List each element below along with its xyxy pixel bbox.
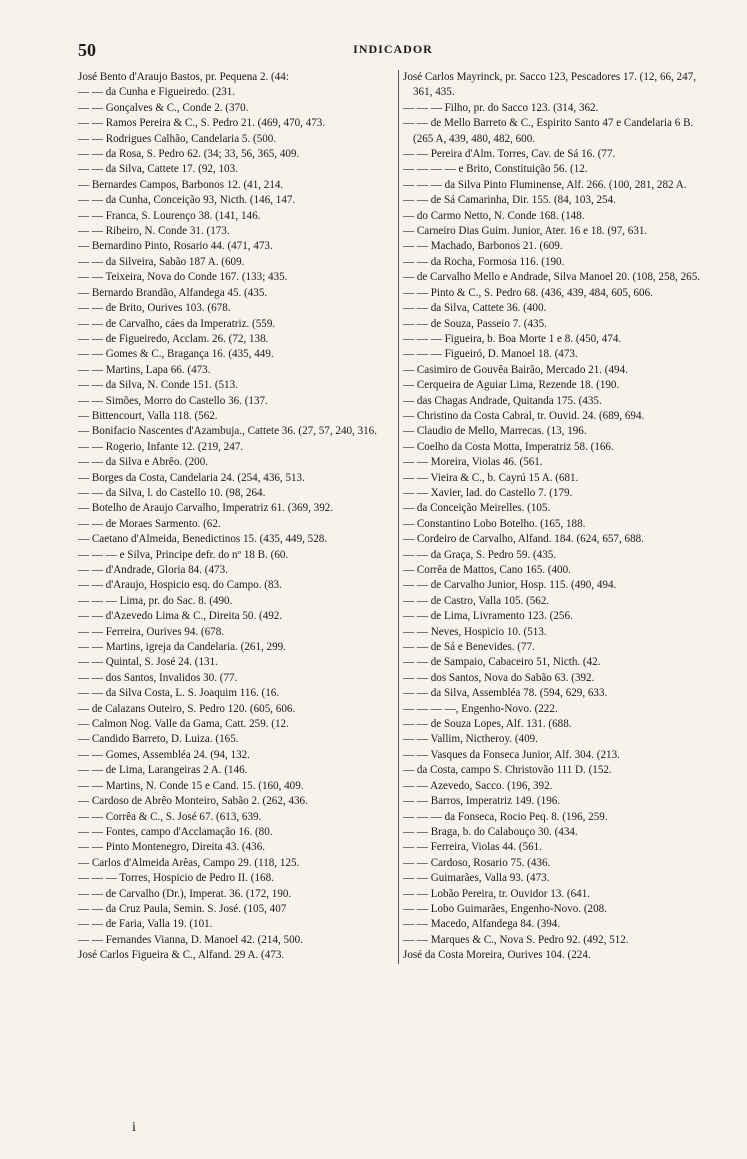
directory-entry: — da Conceição Meirelles. (105. [403, 502, 551, 515]
directory-entry: — — — Figueira, b. Boa Morte 1 e 8. (450, 474. [403, 332, 622, 345]
directory-entry: — Cardoso de Abrêo Monteiro, Sabão 2. (262, 436. [78, 795, 308, 808]
directory-entry: — — Teixeira, Nova do Conde 167. (133; 435. [78, 271, 288, 284]
directory-entry: — Constantino Lobo Botelho. (165, 188. [403, 517, 586, 530]
directory-entry: — — Martins, Lapa 66. (473. [78, 363, 211, 376]
directory-entry: — — da Silva, N. Conde 151. (513. [78, 379, 238, 392]
directory-entry: — — Moreira, Violas 46. (561. [403, 456, 543, 469]
directory-entry: — — de Sá Camarinha, Dir. 155. (84, 103, 254. [403, 194, 616, 207]
directory-entry: — Bernardino Pinto, Rosario 44. (471, 473. [78, 240, 273, 253]
directory-entry: — — da Silva, Cattete 17. (92, 103. [78, 163, 238, 176]
directory-entry: — da Costa, campo S. Christovão 111 D. (152. [403, 764, 612, 777]
directory-entry: — — Simões, Morro do Castello 36. (137. [78, 394, 268, 407]
directory-entry: — — da Cruz Paula, Semin. S. José. (105, 407 [78, 902, 287, 915]
directory-entry: — — de Brito, Ourives 103. (678. [78, 302, 231, 315]
directory-entry: — — de Lima, Larangeiras 2 A. (146. [78, 764, 248, 777]
directory-entry: — — Xavier, lad. do Castello 7. (179. [403, 486, 573, 499]
directory-entry: — Cerqueira de Aguiar Lima, Rezende 18. (190. [403, 379, 620, 392]
directory-entry: — Bonifacio Nascentes d'Azambuja., Cattete 36. (27, 57, 240, 316. [78, 425, 377, 438]
directory-entry: — — Barros, Imperatriz 149. (196. [403, 795, 561, 808]
directory-entry: — Carneiro Dias Guim. Junior, Ater. 16 e 18. (97, 631. [403, 225, 648, 238]
directory-entry: — — de Sá e Benevides. (77. [403, 641, 535, 654]
directory-entry: — — — Lima, pr. do Sac. 8. (490. [78, 594, 233, 607]
directory-entry: — — da Rocha, Formosa 116. (190. [403, 255, 565, 268]
directory-entry: — — de Faria, Valla 19. (101. [78, 918, 213, 931]
directory-entry: — — da Cunha e Figueiredo. (231. [78, 86, 236, 99]
directory-entry: — — dos Santos, Invalidos 30. (77. [78, 671, 238, 684]
directory-entry: — Casimiro de Gouvêa Bairão, Mercado 21. (494. [403, 363, 628, 376]
directory-entry: — — Pinto Montenegro, Direita 43. (436. [78, 841, 266, 854]
directory-entry: — — Gonçalves & C., Conde 2. (370. [78, 101, 249, 114]
directory-entry: — Calmon Nog. Valle da Gama, Catt. 259. (12. [78, 718, 289, 731]
directory-entry: — — — da Silva Pinto Fluminense, Alf. 266. (100, 281, 282 A. [403, 178, 687, 191]
directory-entry: — — — da Fonseca, Rocio Peq. 8. (196, 259. [403, 810, 608, 823]
directory-entry: — Corrêa de Mattos, Cano 165. (400. [403, 564, 571, 576]
directory-entry: — — Lobão Pereira, tr. Ouvidor 13. (641. [403, 887, 591, 900]
directory-entry: — — — Torres, Hospicio de Pedro II. (168. [78, 872, 274, 885]
directory-entry: — — Vallim, Nictheroy. (409. [403, 733, 538, 746]
directory-entry: — — de Figueiredo, Acclam. 26. (72, 138. [78, 332, 269, 345]
directory-entry: — — de Castro, Valla 105. (562. [403, 594, 550, 607]
directory-entry: — — da Silva e Abrêo. (200. [78, 456, 209, 469]
directory-entry: José Bento d'Araujo Bastos, pr. Pequena 2. (44: [78, 71, 289, 83]
directory-entry: — — Fontes, campo d'Acclamação 16. (80. [78, 825, 273, 838]
directory-entry: — Bittencourt, Valla 118. (562. [78, 409, 218, 422]
directory-entry: — — Vasques da Fonseca Junior, Alf. 304. (213. [403, 748, 620, 761]
directory-entry: — — Machado, Barbonos 21. (609. [403, 240, 563, 253]
directory-entry: — — Quintal, S. José 24. (131. [78, 656, 218, 669]
directory-entry: — — da Silva, Assembléa 78. (594, 629, 633. [403, 687, 608, 700]
directory-entry: — — da Silva, l. do Castello 10. (98, 264. [78, 486, 266, 499]
directory-entry: — — — Filho, pr. do Sacco 123. (314, 362. [403, 101, 599, 114]
directory-entry: — — Braga, b. do Calabouço 30. (434. [403, 825, 578, 838]
directory-entry: — do Carmo Netto, N. Conde 168. (148. [403, 209, 585, 222]
directory-entry: — — Ramos Pereira & C., S. Pedro 21. (469, 470, 473. [78, 117, 326, 130]
directory-entry: — Christino da Costa Cabral, tr. Ouvid. 24. (689, 694. [403, 409, 645, 422]
directory-entry: José da Costa Moreira, Ourives 104. (224. [403, 949, 591, 962]
directory-entry: — — — e Silva, Principe defr. do nº 18 B. (60. [78, 548, 289, 561]
directory-entry: — — Macedo, Alfandega 84. (394. [403, 918, 561, 931]
directory-entry: — — d'Andrade, Gloria 84. (473. [78, 564, 228, 576]
directory-entry: — Carlos d'Almeida Arêas, Campo 29. (118, 125. [78, 856, 300, 869]
directory-entry: — — Rodrigues Calhão, Candelaria 5. (500. [78, 132, 277, 145]
directory-entry: — — de Souza Lopes, Alf. 131. (688. [403, 718, 572, 731]
directory-entry: — — — —, Engenho-Novo. (222. [403, 702, 558, 715]
directory-entry: — — Rogerio, Infante 12. (219, 247. [78, 440, 244, 453]
directory-entry: — — da Rosa, S. Pedro 62. (34; 33, 56, 365, 409. [78, 148, 300, 161]
directory-entry: — — de Sampaio, Cabaceiro 51, Nicth. (42. [403, 656, 601, 669]
directory-entry: — — da Silva Costa, L. S. Joaquim 116. (16. [78, 687, 280, 700]
directory-entry: — — da Cunha, Conceição 93, Nicth. (146, 147. [78, 194, 296, 207]
directory-entry: — — Vieira & C., b. Cayrú 15 A. (681. [403, 471, 579, 484]
directory-entry: — — Corrêa & C., S. José 67. (613, 639. [78, 810, 262, 823]
directory-entry: — — de Carvalho, cáes da Imperatriz. (559. [78, 317, 276, 330]
directory-entry: — de Calazans Outeiro, S. Pedro 120. (605, 606. [78, 702, 296, 715]
directory-entry: — — Marques & C., Nova S. Pedro 92. (492, 512. [403, 933, 629, 946]
directory-entry: — — Pinto & C., S. Pedro 68. (436, 439, 484, 605, 606. [403, 286, 653, 299]
directory-entry: José Carlos Mayrinck, pr. Sacco 123, Pescadores 17. (12, 66, 247, 361, 435. [403, 71, 697, 99]
directory-entry: — — Ribeiro, N. Conde 31. (173. [78, 225, 230, 238]
directory-entry: — Cordeiro de Carvalho, Alfand. 184. (624, 657, 688. [403, 533, 644, 546]
directory-entry: — — Pereira d'Alm. Torres, Cav. de Sá 16. (77. [403, 148, 616, 161]
directory-entry: — — Fernandes Vianna, D. Manoel 42. (214, 500. [78, 933, 303, 946]
directory-entry: — — Gomes & C., Bragança 16. (435, 449. [78, 348, 274, 361]
directory-entry: — — Azevedo, Sacco. (196, 392. [403, 779, 553, 792]
directory-entry: — — Guimarães, Valla 93. (473. [403, 872, 550, 885]
directory-entry: — — Martins, N. Conde 15 e Cand. 15. (160, 409. [78, 779, 304, 792]
running-title: INDICADOR [353, 42, 433, 56]
directory-entry: — — Franca, S. Lourenço 38. (141, 146. [78, 209, 261, 222]
directory-entry: — — Neves, Hospicio 10. (513. [403, 625, 547, 638]
page-header [78, 40, 708, 60]
directory-entry: — das Chagas Andrade, Quitanda 175. (435. [403, 394, 602, 407]
directory-entry: — Coelho da Costa Motta, Imperatriz 58. (166. [403, 440, 614, 453]
directory-entry: — Bernardo Brandão, Alfandega 45. (435. [78, 286, 268, 299]
page-number: 50 [78, 40, 96, 60]
directory-entry: — — de Lima, Livramento 123. (256. [403, 610, 573, 623]
directory-entry: — — Gomes, Assembléa 24. (94, 132. [78, 748, 250, 761]
directory-entry: — — Ferreira, Ourives 94. (678. [78, 625, 225, 638]
directory-entry: — — da Silva, Cattete 36. (400. [403, 302, 547, 315]
directory-entry: — Borges da Costa, Candelaria 24. (254, 436, 513. [78, 471, 305, 484]
directory-entry: — de Carvalho Mello e Andrade, Silva Manoel 20. (108, 258, 265. [403, 271, 701, 284]
directory-entry: — — — Figueiró, D. Manoel 18. (473. [403, 348, 578, 361]
directory-entry: — — d'Azevedo Lima & C., Direita 50. (492. [78, 610, 283, 623]
directory-entry: — — Martins, igreja da Candelaria. (261, 299. [78, 641, 286, 654]
directory-entry: — — da Silveira, Sabão 187 A. (609. [78, 255, 245, 268]
directory-entry: — — de Carvalho (Dr.), Imperat. 36. (172, 190. [78, 887, 292, 900]
directory-entry: José Carlos Figueira & C., Alfand. 29 A. (473. [78, 949, 285, 962]
directory-entry: — — de Souza, Passeio 7. (435. [403, 317, 547, 330]
directory-entry: — Candido Barreto, D. Luiza. (165. [78, 733, 239, 746]
left-column [78, 70, 398, 964]
directory-entry: — — — — e Brito, Constituição 56. (12. [403, 163, 588, 176]
directory-entry: — — da Graça, S. Pedro 59. (435. [403, 548, 557, 561]
directory-entry: — Claudio de Mello, Marrecas. (13, 196. [403, 425, 587, 438]
directory-entry: — — Lobo Guimarães, Engenho-Novo. (208. [403, 902, 607, 915]
directory-entry: — — de Mello Barreto & C., Espirito Santo 47 e Candelaria 6 B. (265 A, 439, 480, 482, 600. [403, 117, 694, 145]
directory-entry: — — d'Araujo, Hospicio esq. do Campo. (83. [78, 579, 282, 592]
directory-entry: — — de Moraes Sarmento. (62. [78, 517, 221, 530]
directory-entry: — — dos Santos, Nova do Sabão 63. (392. [403, 671, 595, 684]
footer-mark: i [132, 1120, 136, 1135]
directory-entry: — — Cardoso, Rosario 75. (436. [403, 856, 551, 869]
directory-entry: — — de Carvalho Junior, Hosp. 115. (490, 494. [403, 579, 617, 592]
directory-entry: — Botelho de Araujo Carvalho, Imperatriz 61. (369, 392. [78, 502, 334, 515]
directory-entry: — — Ferreira, Violas 44. (561. [403, 841, 543, 854]
directory-entry: — Caetano d'Almeida, Benedictinos 15. (435, 449, 528. [78, 533, 328, 546]
directory-entry: — Bernardes Campos, Barbonos 12. (41, 214. [78, 178, 284, 191]
right-column [398, 70, 713, 964]
